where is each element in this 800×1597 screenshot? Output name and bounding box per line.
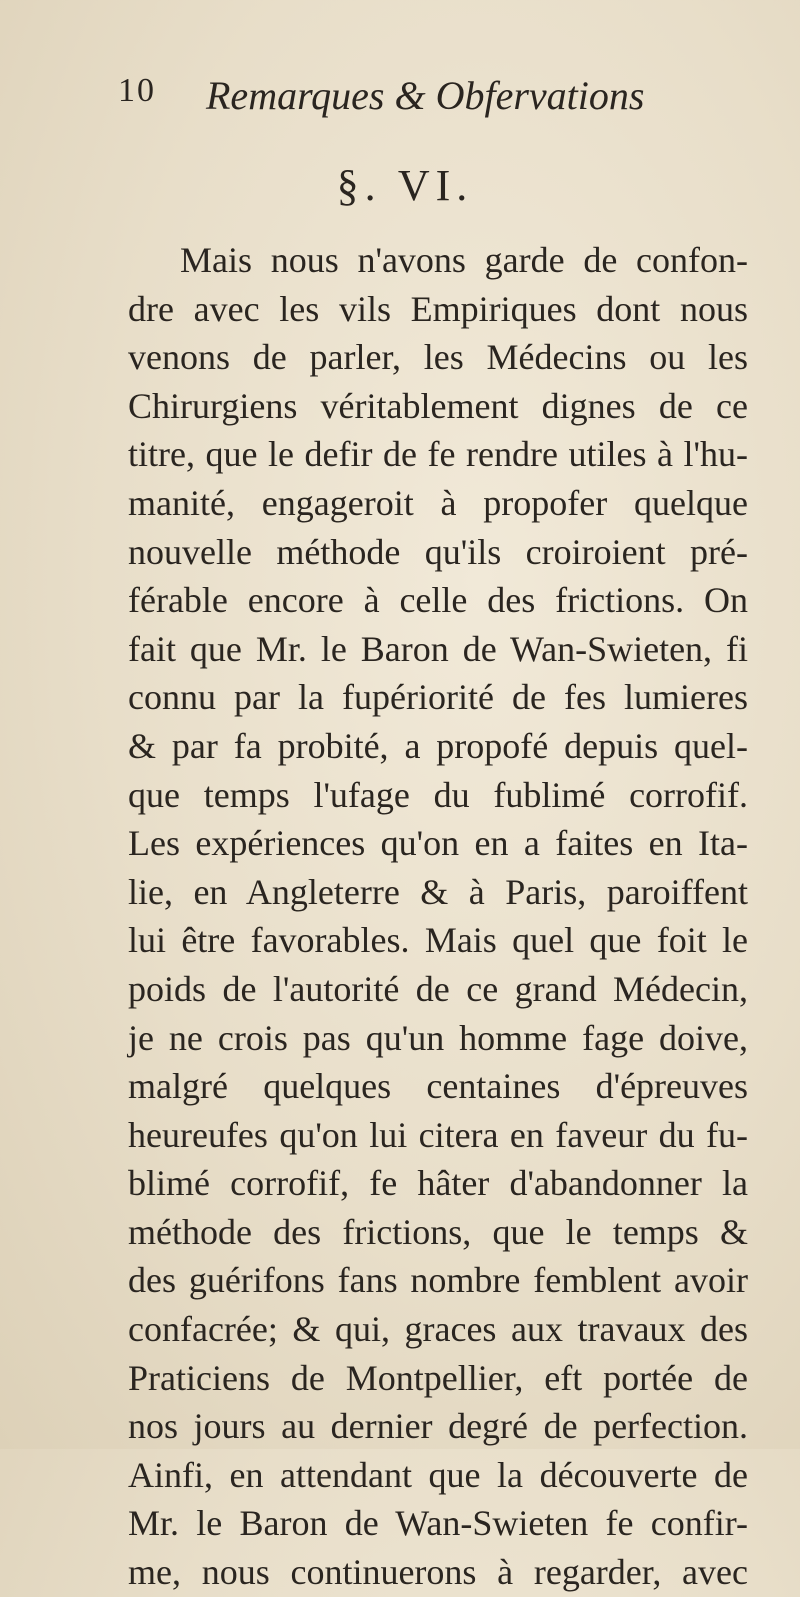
- text-line: venons de parler, les Médecins ou les: [128, 337, 748, 378]
- text-line: nouvelle méthode qu'ils croiroient pré-: [128, 531, 748, 572]
- text-line: je ne crois pas qu'un homme fage doive,: [128, 1017, 748, 1058]
- text-line: manité, engageroit à propofer quelque: [128, 482, 748, 523]
- text-line: que temps l'ufage du fublimé corrofif.: [128, 774, 748, 815]
- text-line: des guérifons fans nombre femblent avoir: [128, 1260, 748, 1301]
- text-line: poids de l'autorité de ce grand Médecin,: [128, 968, 748, 1009]
- text-line: nos jours au dernier degré de perfection.: [128, 1406, 748, 1447]
- text-line: lie, en Angleterre & à Paris, paroiffent: [128, 871, 748, 912]
- text-line: fait que Mr. le Baron de Wan-Swieten, fi: [128, 628, 748, 669]
- text-line: heureufes qu'on lui citera en faveur du fu-: [128, 1114, 748, 1155]
- text-line: Chirurgiens véritablement dignes de ce: [128, 385, 748, 426]
- text-line: dre avec les vils Empiriques dont nous: [128, 288, 748, 329]
- text-line: Praticiens de Montpellier, eft portée de: [128, 1357, 748, 1398]
- text-line: Mr. le Baron de Wan-Swieten fe confir-: [128, 1503, 748, 1544]
- text-line: Mais nous n'avons garde de confon-: [180, 240, 748, 280]
- text-line: Ainfi, en attendant que la découverte de: [128, 1454, 748, 1495]
- text-line: lui être favorables. Mais quel que foit le: [128, 920, 748, 961]
- text-line: blimé corrofif, fe hâter d'abandonner la: [128, 1163, 748, 1204]
- section-heading: §. VI.: [336, 161, 474, 210]
- text-line: confacrée; & qui, graces aux travaux des: [128, 1309, 748, 1350]
- text-line: connu par la fupériorité de fes lumieres: [128, 677, 748, 718]
- text-line: méthode des frictions, que le temps &: [128, 1211, 748, 1252]
- text-line: férable encore à celle des frictions. On: [128, 580, 748, 621]
- text-line: Les expériences qu'on en a faites en Ita-: [128, 823, 748, 864]
- text-line: malgré quelques centaines d'épreuves: [128, 1066, 748, 1107]
- text-line: & par fa probité, a propofé depuis quel-: [128, 725, 748, 766]
- running-title: Remarques & Obfervations: [206, 73, 645, 118]
- text-line: titre, que le defir de fe rendre utiles à l'hu-: [128, 434, 748, 475]
- page-header: [118, 72, 758, 122]
- page-number: 10: [118, 72, 156, 109]
- text-line: me, nous continuerons à regarder, avec: [128, 1552, 748, 1593]
- body-text: [128, 236, 748, 1597]
